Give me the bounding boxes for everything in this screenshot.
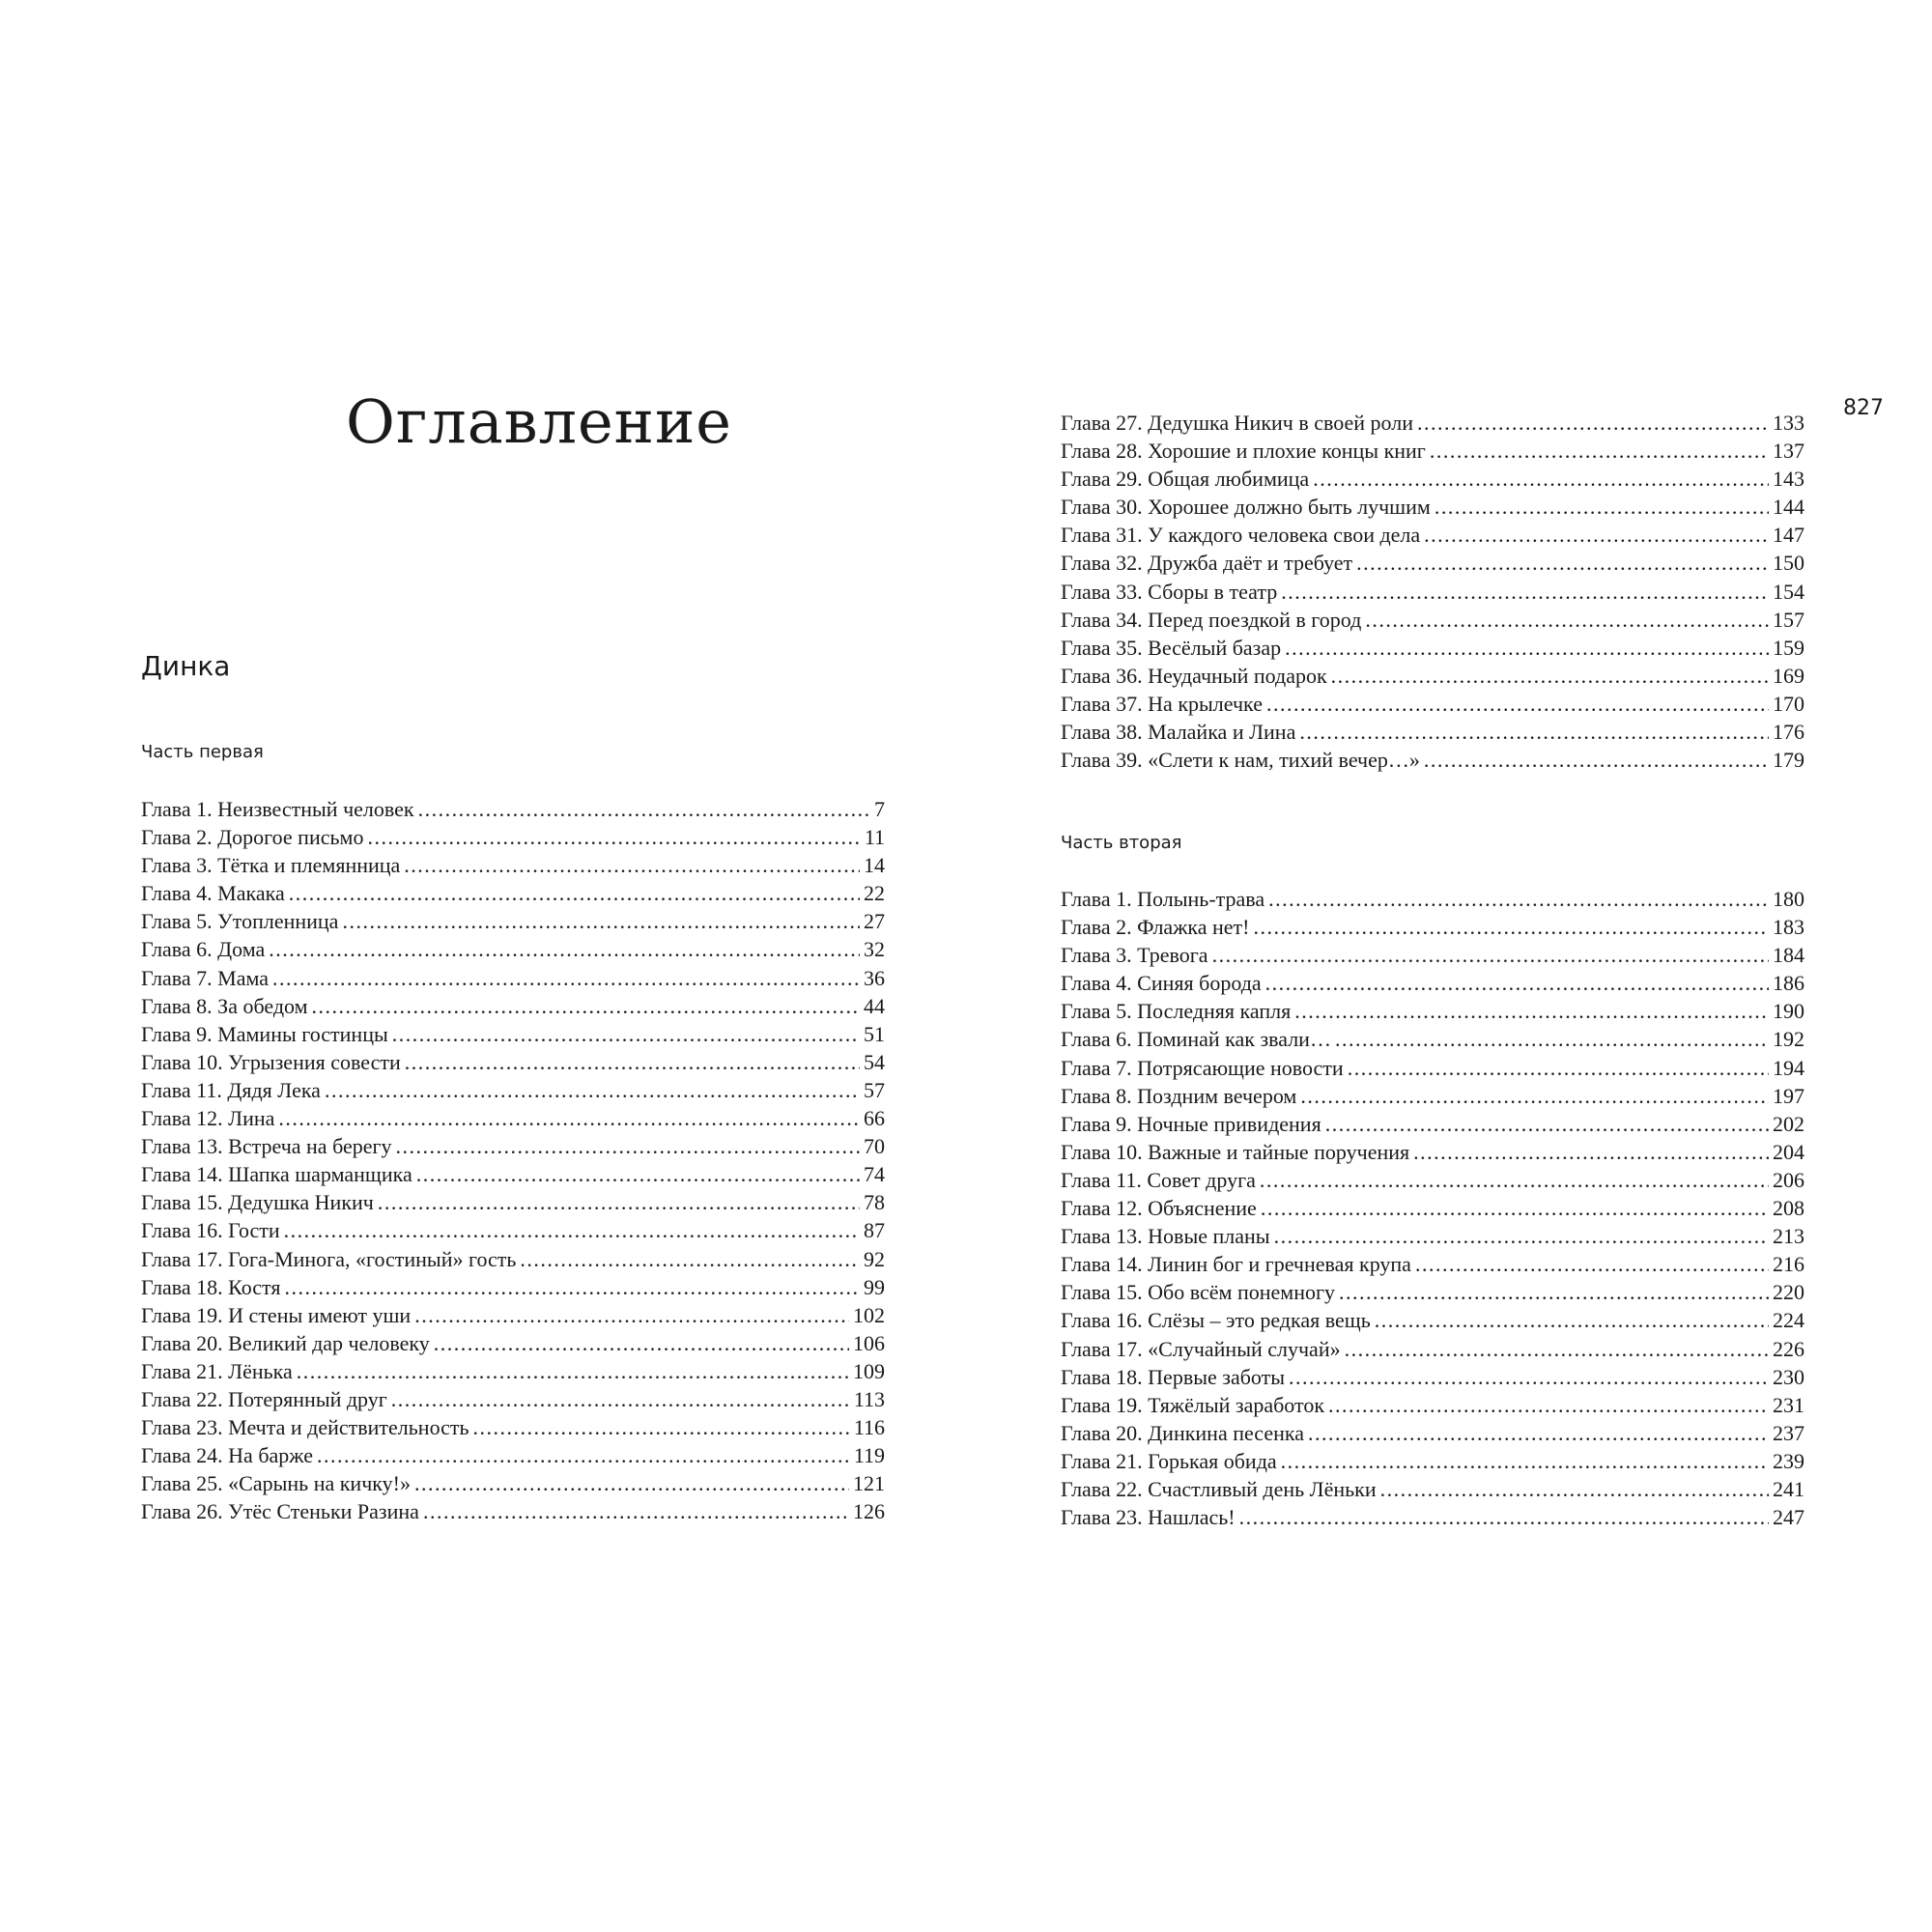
toc-entry-label: Глава 38. Малайка и Лина <box>1061 720 1296 745</box>
toc-entry-page: 169 <box>1773 663 1804 688</box>
toc-entry-label: Глава 35. Весёлый базар <box>1061 635 1282 660</box>
toc-entry-label: Глава 31. У каждого человека свои дела <box>1061 523 1421 548</box>
dot-leader <box>325 1076 860 1104</box>
toc-entry-page: 224 <box>1773 1308 1804 1333</box>
toc-entry-label: Глава 7. Мама <box>141 965 270 990</box>
toc-entry <box>1061 409 1804 437</box>
page-number: 827 <box>1843 396 1884 420</box>
dot-leader <box>1328 1391 1769 1419</box>
toc-entry-label: Глава 12. Лина <box>141 1106 275 1131</box>
dot-leader <box>1424 746 1769 774</box>
toc-entry-page: 176 <box>1773 720 1804 745</box>
toc-entry-page: 70 <box>864 1134 885 1159</box>
dot-leader <box>1417 409 1769 437</box>
toc-entry-label: Глава 14. Линин бог и гречневая крупа <box>1061 1252 1411 1277</box>
toc-entry-label: Глава 16. Гости <box>141 1218 280 1243</box>
toc-entry-page: 230 <box>1773 1364 1804 1389</box>
toc-entry-page: 119 <box>853 1443 885 1468</box>
toc-entry-label: Глава 39. «Слети к нам, тихий вечер…» <box>1061 748 1420 773</box>
dot-leader <box>1268 885 1769 913</box>
toc-entry <box>141 1132 885 1160</box>
toc-entry <box>141 1469 885 1497</box>
toc-entry-label: Глава 18. Костя <box>141 1274 281 1299</box>
toc-entry <box>141 1273 885 1301</box>
toc-entry-label: Глава 13. Встреча на берегу <box>141 1134 392 1159</box>
toc-entry-label: Глава 37. На крылечке <box>1061 691 1263 716</box>
toc-entry-page: 170 <box>1773 691 1804 716</box>
toc-entry-page: 137 <box>1773 439 1804 464</box>
toc-entry-page: 133 <box>1773 411 1804 435</box>
dot-leader <box>520 1245 860 1273</box>
toc-part-one-list <box>141 795 885 1525</box>
toc-entry-page: 27 <box>864 909 885 934</box>
dot-leader <box>473 1413 850 1441</box>
toc-entry <box>141 907 885 935</box>
toc-entry-page: 220 <box>1773 1280 1804 1305</box>
toc-entry-label: Глава 23. Нашлась! <box>1061 1505 1236 1530</box>
toc-entry-page: 11 <box>864 825 885 850</box>
dot-leader <box>1375 1306 1769 1334</box>
toc-entry-label: Глава 20. Великий дар человеку <box>141 1330 430 1355</box>
toc-entry-page: 216 <box>1773 1252 1804 1277</box>
dot-leader <box>1335 1025 1769 1053</box>
toc-entry-label: Глава 12. Объяснение <box>1061 1196 1257 1221</box>
toc-entry <box>1061 662 1804 690</box>
dot-leader <box>404 851 860 879</box>
toc-entry-page: 106 <box>853 1330 885 1355</box>
toc-entry-label: Глава 22. Потерянный друг <box>141 1386 387 1411</box>
toc-entry-label: Глава 15. Дедушка Никич <box>141 1190 374 1215</box>
toc-entry-label: Глава 21. Лёнька <box>141 1358 293 1383</box>
toc-entry-page: 92 <box>864 1246 885 1271</box>
toc-entry <box>141 851 885 879</box>
dot-leader <box>272 964 860 992</box>
dot-leader <box>391 1385 850 1413</box>
toc-entry-label: Глава 3. Тревога <box>1061 943 1208 968</box>
toc-entry <box>1061 1447 1804 1475</box>
toc-entry-label: Глава 22. Счастливый день Лёньки <box>1061 1476 1377 1501</box>
toc-entry-page: 184 <box>1773 943 1804 968</box>
dot-leader <box>1289 1363 1769 1391</box>
toc-entry-label: Глава 6. Поминай как звали… <box>1061 1027 1331 1052</box>
dot-leader <box>289 879 860 907</box>
dot-leader <box>1435 493 1769 521</box>
toc-entry-page: 143 <box>1773 467 1804 492</box>
toc-entry <box>1061 690 1804 718</box>
toc-entry-label: Глава 32. Дружба даёт и требует <box>1061 551 1353 576</box>
toc-entry <box>141 1216 885 1244</box>
dot-leader <box>1380 1475 1769 1503</box>
toc-entry-label: Глава 20. Динкина песенка <box>1061 1420 1305 1445</box>
toc-entry <box>1061 1335 1804 1363</box>
dot-leader <box>317 1441 850 1469</box>
dot-leader <box>1265 969 1769 997</box>
toc-entry <box>1061 913 1804 941</box>
toc-entry <box>141 1160 885 1188</box>
toc-entry <box>141 935 885 963</box>
toc-entry <box>1061 746 1804 774</box>
toc-entry-page: 66 <box>864 1106 885 1131</box>
toc-entry <box>141 1441 885 1469</box>
toc-entry-label: Глава 6. Дома <box>141 937 266 962</box>
dot-leader <box>342 907 860 935</box>
toc-entry-label: Глава 36. Неудачный подарок <box>1061 663 1327 688</box>
toc-entry-page: 208 <box>1773 1196 1804 1221</box>
toc-entry-page: 186 <box>1773 971 1804 996</box>
toc-entry-page: 202 <box>1773 1111 1804 1136</box>
dot-leader <box>1413 1138 1769 1166</box>
toc-entry-label: Глава 9. Ночные привидения <box>1061 1111 1321 1136</box>
dot-leader <box>1261 1194 1769 1222</box>
toc-entry-label: Глава 34. Перед поездкой в город <box>1061 607 1362 632</box>
toc-entry <box>1061 521 1804 549</box>
toc-entry-label: Глава 28. Хорошие и плохие концы книг <box>1061 439 1426 464</box>
toc-entry-page: 154 <box>1773 579 1804 604</box>
toc-entry-label: Глава 9. Мамины гостинцы <box>141 1021 388 1046</box>
toc-entry-label: Глава 30. Хорошее должно быть лучшим <box>1061 495 1431 520</box>
toc-entry-page: 159 <box>1773 635 1804 660</box>
toc-entry-page: 109 <box>853 1358 885 1383</box>
toc-entry-label: Глава 5. Утопленница <box>141 909 339 934</box>
dot-leader <box>1415 1250 1769 1278</box>
toc-entry-page: 192 <box>1773 1027 1804 1052</box>
toc-entry-label: Глава 3. Тётка и племянница <box>141 853 401 878</box>
dot-leader <box>396 1132 860 1160</box>
toc-entry-page: 180 <box>1773 887 1804 911</box>
toc-entry-page: 44 <box>864 993 885 1018</box>
toc-entry <box>1061 549 1804 577</box>
toc-entry-page: 36 <box>864 965 885 990</box>
dot-leader <box>1260 1166 1769 1194</box>
toc-entry-label: Глава 14. Шапка шарманщика <box>141 1162 412 1187</box>
dot-leader <box>1294 997 1769 1025</box>
toc-entry-page: 194 <box>1773 1055 1804 1080</box>
dot-leader <box>1266 690 1769 718</box>
toc-entry-label: Глава 23. Мечта и действительность <box>141 1415 469 1440</box>
toc-entry-page: 179 <box>1773 748 1804 773</box>
page-title: Оглавление <box>346 386 732 457</box>
dot-leader <box>1254 913 1770 941</box>
toc-entry-label: Глава 26. Утёс Стеньки Разина <box>141 1499 419 1524</box>
toc-entry-page: 157 <box>1773 607 1804 632</box>
toc-entry-page: 237 <box>1773 1420 1804 1445</box>
dot-leader <box>269 935 860 963</box>
toc-entry-label: Глава 15. Обо всём понемногу <box>1061 1280 1335 1305</box>
toc-entry-label: Глава 2. Флажка нет! <box>1061 915 1250 940</box>
toc-entry-label: Глава 10. Угрызения совести <box>141 1049 401 1074</box>
dot-leader <box>1274 1222 1769 1250</box>
toc-entry-label: Глава 4. Синяя борода <box>1061 971 1262 996</box>
toc-entry <box>141 795 885 823</box>
toc-entry <box>1061 1503 1804 1531</box>
dot-leader <box>414 1301 849 1329</box>
toc-entry <box>141 1301 885 1329</box>
dot-leader <box>1285 634 1769 662</box>
toc-entry <box>141 1385 885 1413</box>
toc-entry <box>141 1245 885 1273</box>
toc-entry-page: 231 <box>1773 1392 1804 1417</box>
toc-entry <box>1061 1222 1804 1250</box>
toc-entry-page: 204 <box>1773 1139 1804 1164</box>
toc-entry-page: 51 <box>864 1021 885 1046</box>
toc-entry-page: 183 <box>1773 915 1804 940</box>
dot-leader <box>1281 1447 1769 1475</box>
dot-leader <box>312 992 860 1020</box>
toc-entry <box>1061 969 1804 997</box>
toc-entry <box>1061 1475 1804 1503</box>
toc-entry-page: 147 <box>1773 523 1804 548</box>
dot-leader <box>423 1497 849 1525</box>
dot-leader <box>434 1329 849 1357</box>
dot-leader <box>1365 606 1769 634</box>
toc-entry <box>141 1188 885 1216</box>
dot-leader <box>1339 1278 1769 1306</box>
toc-entry-label: Глава 19. И стены имеют уши <box>141 1302 412 1327</box>
toc-entry-page: 74 <box>864 1162 885 1187</box>
toc-entry-page: 14 <box>864 853 885 878</box>
toc-entry <box>1061 997 1804 1025</box>
toc-entry-label: Глава 11. Дядя Лека <box>141 1077 321 1102</box>
toc-entry <box>1061 1110 1804 1138</box>
toc-entry-page: 226 <box>1773 1336 1804 1361</box>
dot-leader <box>414 1469 849 1497</box>
toc-entry-label: Глава 18. Первые заботы <box>1061 1364 1286 1389</box>
dot-leader <box>1308 1419 1769 1447</box>
toc-entry-label: Глава 7. Потрясающие новости <box>1061 1055 1344 1080</box>
toc-entry-page: 241 <box>1773 1476 1804 1501</box>
toc-entry <box>141 1329 885 1357</box>
dot-leader <box>284 1216 860 1244</box>
dot-leader <box>405 1048 860 1076</box>
toc-entry-page: 57 <box>864 1077 885 1102</box>
dot-leader <box>278 1104 860 1132</box>
toc-entry-page: 213 <box>1773 1224 1804 1249</box>
toc-entry <box>141 1048 885 1076</box>
dot-leader <box>367 823 860 851</box>
toc-entry-label: Глава 4. Макака <box>141 881 285 906</box>
dot-leader <box>1325 1110 1769 1138</box>
toc-entry-page: 54 <box>864 1049 885 1074</box>
dot-leader <box>1313 465 1769 493</box>
toc-entry-label: Глава 24. На барже <box>141 1443 313 1468</box>
toc-entry-label: Глава 17. «Случайный случай» <box>1061 1336 1341 1361</box>
toc-entry <box>1061 493 1804 521</box>
toc-entry-label: Глава 19. Тяжёлый заработок <box>1061 1392 1325 1417</box>
toc-entry <box>141 1020 885 1048</box>
toc-entry <box>1061 941 1804 969</box>
toc-entry-page: 99 <box>864 1274 885 1299</box>
toc-entry-label: Глава 16. Слёзы – это редкая вещь <box>1061 1308 1371 1333</box>
toc-entry-page: 239 <box>1773 1448 1804 1473</box>
toc-entry <box>1061 1391 1804 1419</box>
toc-entry <box>1061 1138 1804 1166</box>
toc-entry <box>141 964 885 992</box>
dot-leader <box>392 1020 860 1048</box>
toc-entry-label: Глава 8. За обедом <box>141 993 308 1018</box>
toc-part-one-continued-list <box>1061 409 1804 774</box>
toc-entry-page: 87 <box>864 1218 885 1243</box>
toc-entry-label: Глава 17. Гога-Минога, «гостиный» гость <box>141 1246 517 1271</box>
dot-leader <box>1348 1054 1769 1082</box>
toc-entry-page: 197 <box>1773 1083 1804 1108</box>
toc-entry-label: Глава 10. Важные и тайные поручения <box>1061 1139 1410 1164</box>
toc-entry <box>1061 1250 1804 1278</box>
book-title: Динка <box>141 650 231 682</box>
toc-entry <box>1061 1194 1804 1222</box>
toc-entry-page: 7 <box>874 797 885 821</box>
toc-entry-page: 102 <box>853 1302 885 1327</box>
dot-leader <box>1299 718 1769 746</box>
toc-entry <box>141 1497 885 1525</box>
toc-entry <box>1061 1025 1804 1053</box>
dot-leader <box>418 795 870 823</box>
toc-entry-page: 116 <box>853 1415 885 1440</box>
toc-entry-label: Глава 11. Совет друга <box>1061 1167 1256 1192</box>
part-two-title: Часть вторая <box>1061 833 1182 853</box>
dot-leader <box>1430 437 1769 465</box>
toc-entry <box>1061 1306 1804 1334</box>
toc-entry <box>141 823 885 851</box>
dot-leader <box>1345 1335 1769 1363</box>
dot-leader <box>1356 549 1769 577</box>
toc-entry <box>1061 1166 1804 1194</box>
dot-leader <box>1300 1082 1769 1110</box>
toc-part-two-list <box>1061 885 1804 1531</box>
toc-entry-page: 144 <box>1773 495 1804 520</box>
toc-entry <box>1061 1278 1804 1306</box>
toc-entry-label: Глава 1. Полынь-трава <box>1061 887 1265 911</box>
toc-entry-label: Глава 8. Поздним вечером <box>1061 1083 1297 1108</box>
toc-entry-label: Глава 5. Последняя капля <box>1061 999 1292 1024</box>
toc-entry <box>1061 1419 1804 1447</box>
toc-entry <box>1061 606 1804 634</box>
dot-leader <box>378 1188 860 1216</box>
toc-entry-page: 22 <box>864 881 885 906</box>
toc-entry <box>141 1357 885 1385</box>
toc-entry <box>1061 1082 1804 1110</box>
toc-entry <box>1061 465 1804 493</box>
toc-entry <box>1061 885 1804 913</box>
toc-entry <box>1061 1363 1804 1391</box>
toc-entry <box>141 879 885 907</box>
dot-leader <box>1212 941 1769 969</box>
toc-entry-page: 190 <box>1773 999 1804 1024</box>
toc-entry <box>1061 718 1804 746</box>
toc-entry-page: 32 <box>864 937 885 962</box>
toc-entry-page: 121 <box>853 1471 885 1496</box>
toc-entry-page: 247 <box>1773 1505 1804 1530</box>
dot-leader <box>285 1273 860 1301</box>
toc-entry-page: 150 <box>1773 551 1804 576</box>
dot-leader <box>416 1160 860 1188</box>
part-one-title: Часть первая <box>141 742 264 762</box>
toc-entry-label: Глава 21. Горькая обида <box>1061 1448 1277 1473</box>
toc-entry-page: 78 <box>864 1190 885 1215</box>
toc-entry-label: Глава 13. Новые планы <box>1061 1224 1270 1249</box>
toc-entry-page: 206 <box>1773 1167 1804 1192</box>
toc-entry <box>141 1413 885 1441</box>
toc-entry <box>1061 578 1804 606</box>
toc-entry-label: Глава 1. Неизвестный человек <box>141 797 414 821</box>
toc-entry <box>1061 437 1804 465</box>
dot-leader <box>1281 578 1769 606</box>
dot-leader <box>1239 1503 1769 1531</box>
toc-entry-label: Глава 25. «Сарынь на кичку!» <box>141 1471 411 1496</box>
toc-entry-label: Глава 27. Дедушка Никич в своей роли <box>1061 411 1414 435</box>
toc-entry <box>141 1076 885 1104</box>
dot-leader <box>1424 521 1769 549</box>
toc-entry-label: Глава 33. Сборы в театр <box>1061 579 1278 604</box>
toc-entry <box>141 992 885 1020</box>
toc-entry-page: 113 <box>853 1386 885 1411</box>
toc-entry-page: 126 <box>853 1499 885 1524</box>
toc-entry-label: Глава 29. Общая любимица <box>1061 467 1310 492</box>
toc-entry <box>1061 634 1804 662</box>
dot-leader <box>297 1357 849 1385</box>
toc-entry-label: Глава 2. Дорогое письмо <box>141 825 364 850</box>
toc-entry <box>141 1104 885 1132</box>
dot-leader <box>1331 662 1769 690</box>
toc-entry <box>1061 1054 1804 1082</box>
